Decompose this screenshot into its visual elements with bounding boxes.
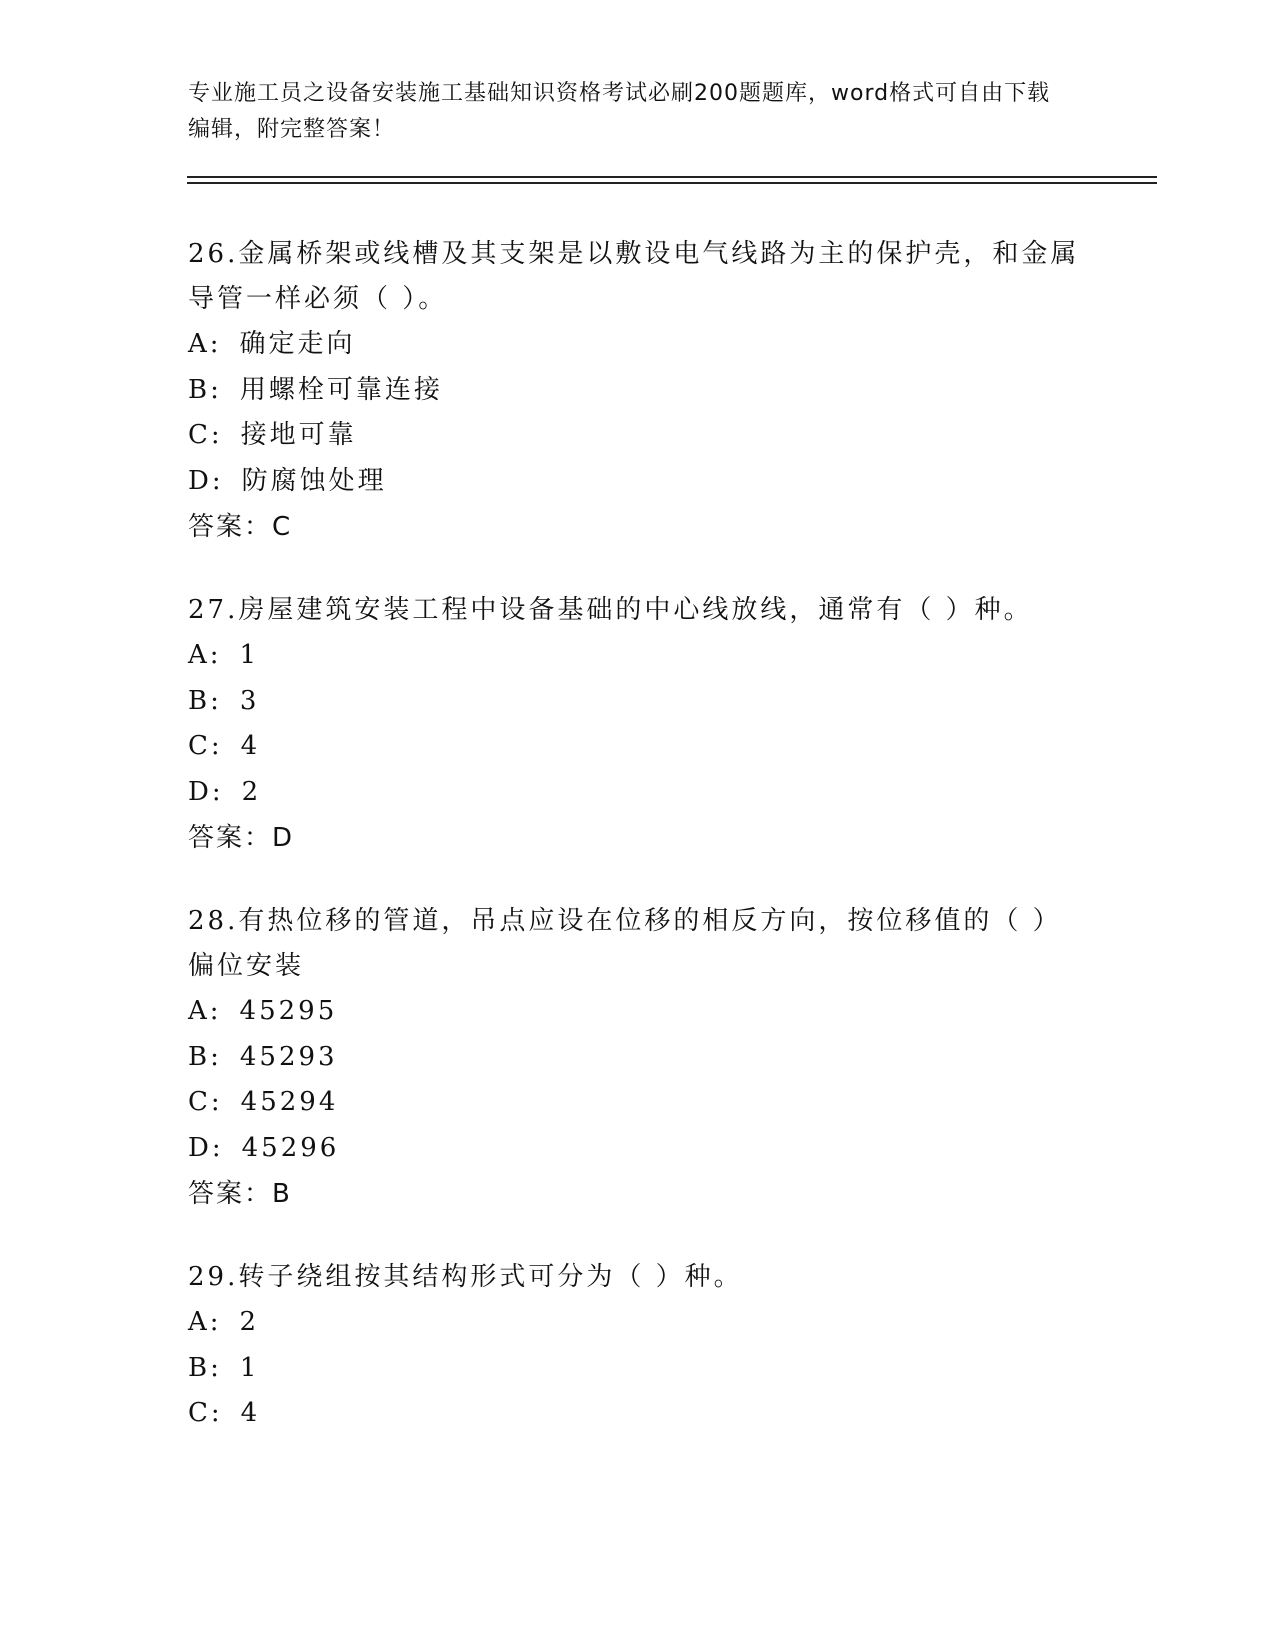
option-d: [188, 459, 1088, 505]
option-key: D:: [188, 465, 224, 496]
option-text: 45293: [239, 1041, 338, 1072]
option-d: [188, 770, 1088, 816]
option-text: 接地可靠: [240, 420, 357, 450]
option-text: 用螺栓可靠连接: [239, 374, 443, 405]
header-divider-top: [187, 176, 1157, 178]
question-text: 29.转子绕组按其结构形式可分为（ ）种。: [188, 1262, 743, 1292]
option-text: 3: [239, 685, 260, 716]
option-text: 45296: [241, 1132, 340, 1163]
option-key: C:: [188, 1398, 223, 1428]
document-header: 专业施工员之设备安装施工基础知识资格考试必刷200题题库，word格式可自由下载编辑，附完整答案！: [188, 81, 1051, 142]
answer-line: 答案：C: [188, 512, 293, 542]
question-item: [188, 232, 1088, 550]
option-key: B:: [188, 1352, 222, 1383]
option-key: C:: [188, 1087, 223, 1117]
option-d: [188, 1126, 1088, 1172]
option-c: [188, 724, 1088, 770]
option-a: [188, 633, 1088, 679]
option-c: [188, 1391, 1088, 1437]
option-b: [188, 1346, 1088, 1392]
option-text: 2: [239, 1307, 260, 1337]
answer-line: 答案：B: [188, 1179, 292, 1209]
option-a: [188, 322, 1088, 368]
option-b: [188, 1035, 1088, 1081]
option-text: 1: [239, 640, 260, 670]
option-a: [188, 989, 1088, 1035]
option-b: [188, 679, 1088, 725]
question-text: 26.金属桥架或线槽及其支架是以敷设电气线路为主的保护壳，和金属导管一样必须（ ）。: [188, 239, 1080, 314]
option-text: 2: [241, 776, 262, 807]
question-item: [188, 588, 1088, 861]
option-text: 45294: [240, 1087, 339, 1117]
option-text: 4: [240, 731, 261, 761]
header-divider-bottom: [187, 182, 1157, 184]
option-key: A:: [188, 640, 222, 670]
question-item: [188, 899, 1088, 1217]
option-key: B:: [188, 685, 222, 716]
option-text: 防腐蚀处理: [241, 465, 387, 496]
question-item: [188, 1255, 1088, 1437]
option-c: [188, 1080, 1088, 1126]
option-key: A:: [188, 1307, 222, 1337]
option-key: B:: [188, 374, 222, 405]
option-key: C:: [188, 420, 223, 450]
option-key: C:: [188, 731, 223, 761]
option-key: A:: [188, 329, 222, 359]
option-key: D:: [188, 1132, 224, 1163]
option-key: D:: [188, 776, 224, 807]
option-text: 45295: [239, 996, 338, 1026]
question-text: 28.有热位移的管道，吊点应设在位移的相反方向，按位移值的（ ）偏位安装: [188, 906, 1062, 981]
option-key: A:: [188, 996, 222, 1026]
option-a: [188, 1300, 1088, 1346]
option-b: [188, 368, 1088, 414]
option-key: B:: [188, 1041, 222, 1072]
question-list: [188, 232, 1088, 1475]
option-text: 1: [239, 1352, 260, 1383]
question-text: 27.房屋建筑安装工程中设备基础的中心线放线，通常有（ ）种。: [188, 595, 1033, 625]
answer-line: 答案：D: [188, 823, 295, 853]
option-c: [188, 413, 1088, 459]
option-text: 确定走向: [239, 329, 356, 359]
option-text: 4: [240, 1398, 261, 1428]
